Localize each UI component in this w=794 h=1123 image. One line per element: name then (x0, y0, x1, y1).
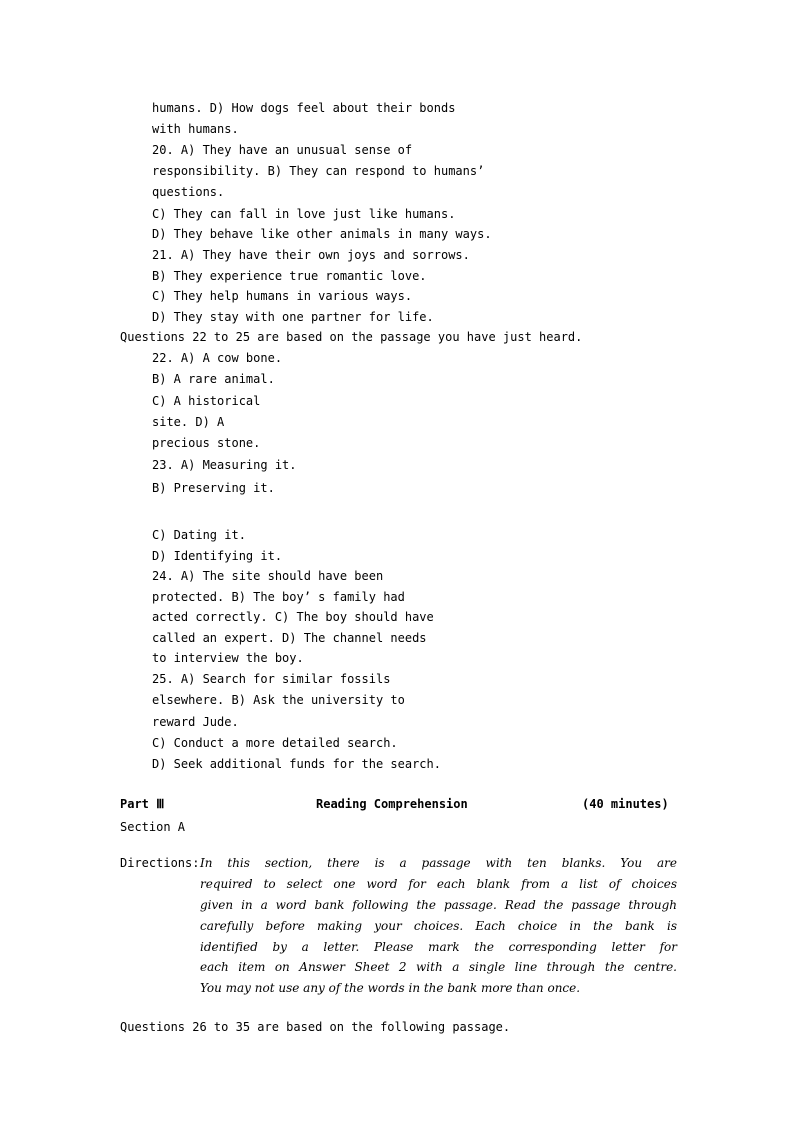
question-25-option-d: D) Seek additional funds for the search. (152, 757, 441, 771)
question-20-option-d: D) They behave like other animals in many ways. (152, 227, 492, 241)
question-23-option-b: B) Preserving it. (152, 481, 275, 495)
answer-option-line: protected. B) The boy’ s family had (152, 590, 405, 604)
question-23-option-d: D) Identifying it. (152, 549, 283, 563)
directions-label: Directions: (120, 856, 200, 870)
question-20-option-a: 20. A) They have an unusual sense of (152, 143, 413, 157)
answer-option-line: called an expert. D) The channel needs (152, 631, 427, 645)
directions-line: identified by a letter. Please mark the corresponding letter for (200, 940, 677, 954)
answer-option-line: reward Jude. (152, 715, 239, 729)
answer-option-line: humans. D) How dogs feel about their bonds (152, 101, 456, 115)
directions-line: carefully before making your choices. Each choice in the bank is (200, 919, 677, 933)
question-22-option-a: 22. A) A cow bone. (152, 351, 283, 365)
question-22-option-c: C) A historical (152, 394, 261, 408)
question-21-option-c: C) They help humans in various ways. (152, 289, 413, 303)
answer-option-line: questions. (152, 185, 225, 199)
answer-option-line: elsewhere. B) Ask the university to (152, 693, 405, 707)
directions-line: You may not use any of the words in the bank more than once. (200, 981, 581, 995)
directions-line: required to select one word for each blank from a list of choices (200, 877, 677, 891)
part-time: (40 minutes) (582, 797, 669, 811)
answer-option-line: precious stone. (152, 436, 261, 450)
question-21-option-d: D) They stay with one partner for life. (152, 310, 434, 324)
part-label: Part Ⅲ (120, 797, 165, 811)
part-title: Reading Comprehension (316, 797, 468, 811)
answer-option-line: with humans. (152, 122, 239, 136)
question-20-option-c: C) They can fall in love just like humans. (152, 207, 456, 221)
answer-option-line: acted correctly. C) The boy should have (152, 610, 434, 624)
question-24-option-a: 24. A) The site should have been (152, 569, 384, 583)
section-label: Section A (120, 820, 186, 834)
answer-option-line: to interview the boy. (152, 651, 304, 665)
passage-note-26-35: Questions 26 to 35 are based on the following passage. (120, 1020, 511, 1034)
answer-option-line: responsibility. B) They can respond to humans’ (152, 164, 485, 178)
question-25-option-a: 25. A) Search for similar fossils (152, 672, 391, 686)
directions-line: given in a word bank following the passage. Read the passage through (200, 898, 677, 912)
passage-note-22-25: Questions 22 to 25 are based on the passage you have just heard. (120, 330, 583, 344)
question-23-option-a: 23. A) Measuring it. (152, 458, 297, 472)
question-22-option-b: B) A rare animal. (152, 372, 275, 386)
directions-line: In this section, there is a passage with ten blanks. You are (200, 856, 677, 870)
question-21-option-a: 21. A) They have their own joys and sorrows. (152, 248, 470, 262)
answer-option-line: site. D) A (152, 415, 225, 429)
directions-line: each item on Answer Sheet 2 with a single line through the centre. (200, 960, 677, 974)
question-25-option-c: C) Conduct a more detailed search. (152, 736, 398, 750)
question-21-option-b: B) They experience true romantic love. (152, 269, 427, 283)
question-23-option-c: C) Dating it. (152, 528, 246, 542)
